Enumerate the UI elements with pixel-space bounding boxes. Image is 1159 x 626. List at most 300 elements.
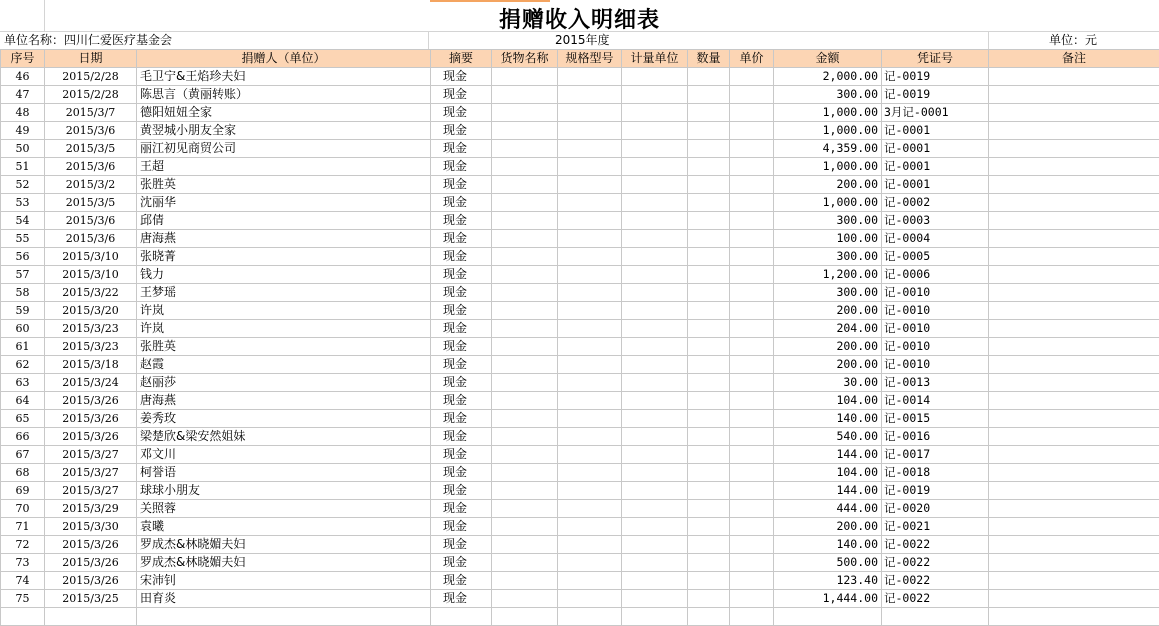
column-header[interactable]: 日期 [45, 50, 137, 68]
date-cell[interactable]: 2015/3/27 [45, 464, 137, 482]
spec-cell[interactable] [558, 104, 622, 122]
amount-cell[interactable]: 300.00 [774, 212, 882, 230]
donor-cell[interactable]: 许岚 [137, 320, 431, 338]
column-header[interactable]: 凭证号 [882, 50, 989, 68]
seq-cell[interactable]: 61 [1, 338, 45, 356]
spec-cell[interactable] [558, 500, 622, 518]
voucher-cell[interactable] [882, 608, 989, 626]
spec-cell[interactable] [558, 194, 622, 212]
measure-unit-cell[interactable] [622, 158, 688, 176]
date-cell[interactable]: 2015/3/5 [45, 194, 137, 212]
remark-cell[interactable] [989, 158, 1159, 176]
unit-price-cell[interactable] [730, 104, 774, 122]
goods-name-cell[interactable] [492, 428, 558, 446]
goods-name-cell[interactable] [492, 464, 558, 482]
seq-cell[interactable]: 48 [1, 104, 45, 122]
measure-unit-cell[interactable] [622, 356, 688, 374]
voucher-cell[interactable]: 记-0016 [882, 428, 989, 446]
donor-cell[interactable]: 张胜英 [137, 176, 431, 194]
unit-price-cell[interactable] [730, 122, 774, 140]
amount-cell[interactable]: 104.00 [774, 464, 882, 482]
measure-unit-cell[interactable] [622, 518, 688, 536]
seq-cell[interactable]: 66 [1, 428, 45, 446]
summary-cell[interactable]: 现金 [431, 266, 492, 284]
spec-cell[interactable] [558, 410, 622, 428]
goods-name-cell[interactable] [492, 158, 558, 176]
summary-cell[interactable]: 现金 [431, 176, 492, 194]
spec-cell[interactable] [558, 248, 622, 266]
goods-name-cell[interactable] [492, 302, 558, 320]
remark-cell[interactable] [989, 176, 1159, 194]
summary-cell[interactable]: 现金 [431, 590, 492, 608]
column-header[interactable]: 摘要 [431, 50, 492, 68]
spec-cell[interactable] [558, 554, 622, 572]
donor-cell[interactable]: 田育炎 [137, 590, 431, 608]
quantity-cell[interactable] [688, 374, 730, 392]
unit-price-cell[interactable] [730, 356, 774, 374]
seq-cell[interactable]: 71 [1, 518, 45, 536]
seq-cell[interactable]: 75 [1, 590, 45, 608]
voucher-cell[interactable]: 记-0004 [882, 230, 989, 248]
goods-name-cell[interactable] [492, 356, 558, 374]
spec-cell[interactable] [558, 608, 622, 626]
amount-cell[interactable]: 2,000.00 [774, 68, 882, 86]
amount-cell[interactable]: 1,200.00 [774, 266, 882, 284]
measure-unit-cell[interactable] [622, 122, 688, 140]
goods-name-cell[interactable] [492, 248, 558, 266]
remark-cell[interactable] [989, 500, 1159, 518]
amount-cell[interactable]: 204.00 [774, 320, 882, 338]
voucher-cell[interactable]: 记-0021 [882, 518, 989, 536]
voucher-cell[interactable]: 记-0018 [882, 464, 989, 482]
seq-cell[interactable]: 67 [1, 446, 45, 464]
remark-cell[interactable] [989, 518, 1159, 536]
quantity-cell[interactable] [688, 356, 730, 374]
voucher-cell[interactable]: 记-0002 [882, 194, 989, 212]
summary-cell[interactable]: 现金 [431, 230, 492, 248]
summary-cell[interactable]: 现金 [431, 338, 492, 356]
spec-cell[interactable] [558, 572, 622, 590]
summary-cell[interactable]: 现金 [431, 194, 492, 212]
summary-cell[interactable]: 现金 [431, 86, 492, 104]
unit-price-cell[interactable] [730, 392, 774, 410]
date-cell[interactable]: 2015/3/29 [45, 500, 137, 518]
measure-unit-cell[interactable] [622, 392, 688, 410]
date-cell[interactable]: 2015/3/26 [45, 392, 137, 410]
unit-price-cell[interactable] [730, 428, 774, 446]
date-cell[interactable]: 2015/2/28 [45, 86, 137, 104]
goods-name-cell[interactable] [492, 104, 558, 122]
sheet-title[interactable]: 捐赠收入明细表 [0, 3, 1159, 34]
date-cell[interactable]: 2015/3/5 [45, 140, 137, 158]
quantity-cell[interactable] [688, 428, 730, 446]
measure-unit-cell[interactable] [622, 86, 688, 104]
amount-cell[interactable]: 140.00 [774, 410, 882, 428]
seq-cell[interactable]: 52 [1, 176, 45, 194]
date-cell[interactable]: 2015/3/27 [45, 482, 137, 500]
donor-cell[interactable]: 唐海燕 [137, 230, 431, 248]
goods-name-cell[interactable] [492, 194, 558, 212]
quantity-cell[interactable] [688, 446, 730, 464]
summary-cell[interactable]: 现金 [431, 158, 492, 176]
summary-cell[interactable]: 现金 [431, 410, 492, 428]
column-header[interactable]: 捐赠人（单位） [137, 50, 431, 68]
measure-unit-cell[interactable] [622, 248, 688, 266]
quantity-cell[interactable] [688, 608, 730, 626]
remark-cell[interactable] [989, 374, 1159, 392]
measure-unit-cell[interactable] [622, 500, 688, 518]
donor-cell[interactable]: 姜秀玫 [137, 410, 431, 428]
donor-cell[interactable]: 赵丽莎 [137, 374, 431, 392]
voucher-cell[interactable]: 记-0019 [882, 86, 989, 104]
spec-cell[interactable] [558, 122, 622, 140]
goods-name-cell[interactable] [492, 500, 558, 518]
spec-cell[interactable] [558, 284, 622, 302]
donor-cell[interactable]: 邓文川 [137, 446, 431, 464]
seq-cell[interactable]: 72 [1, 536, 45, 554]
seq-cell[interactable]: 55 [1, 230, 45, 248]
spec-cell[interactable] [558, 140, 622, 158]
remark-cell[interactable] [989, 212, 1159, 230]
voucher-cell[interactable]: 记-0022 [882, 536, 989, 554]
goods-name-cell[interactable] [492, 230, 558, 248]
donor-cell[interactable]: 关照蓉 [137, 500, 431, 518]
remark-cell[interactable] [989, 104, 1159, 122]
summary-cell[interactable]: 现金 [431, 446, 492, 464]
voucher-cell[interactable]: 记-0001 [882, 176, 989, 194]
seq-cell[interactable]: 73 [1, 554, 45, 572]
remark-cell[interactable] [989, 122, 1159, 140]
seq-cell[interactable]: 51 [1, 158, 45, 176]
amount-cell[interactable]: 100.00 [774, 230, 882, 248]
quantity-cell[interactable] [688, 518, 730, 536]
voucher-cell[interactable]: 记-0022 [882, 590, 989, 608]
voucher-cell[interactable]: 记-0014 [882, 392, 989, 410]
measure-unit-cell[interactable] [622, 230, 688, 248]
measure-unit-cell[interactable] [622, 212, 688, 230]
amount-cell[interactable]: 300.00 [774, 86, 882, 104]
amount-cell[interactable]: 144.00 [774, 446, 882, 464]
remark-cell[interactable] [989, 464, 1159, 482]
unit-price-cell[interactable] [730, 68, 774, 86]
goods-name-cell[interactable] [492, 338, 558, 356]
quantity-cell[interactable] [688, 572, 730, 590]
spec-cell[interactable] [558, 590, 622, 608]
amount-cell[interactable]: 300.00 [774, 248, 882, 266]
voucher-cell[interactable]: 记-0020 [882, 500, 989, 518]
date-cell[interactable]: 2015/3/20 [45, 302, 137, 320]
goods-name-cell[interactable] [492, 320, 558, 338]
remark-cell[interactable] [989, 446, 1159, 464]
unit-label[interactable]: 单位：元 [1049, 32, 1097, 48]
date-cell[interactable]: 2015/3/26 [45, 572, 137, 590]
quantity-cell[interactable] [688, 320, 730, 338]
column-header[interactable]: 金额 [774, 50, 882, 68]
remark-cell[interactable] [989, 302, 1159, 320]
remark-cell[interactable] [989, 428, 1159, 446]
donor-cell[interactable]: 德阳妞妞全家 [137, 104, 431, 122]
amount-cell[interactable]: 1,000.00 [774, 194, 882, 212]
amount-cell[interactable]: 200.00 [774, 176, 882, 194]
goods-name-cell[interactable] [492, 608, 558, 626]
quantity-cell[interactable] [688, 104, 730, 122]
date-cell[interactable]: 2015/3/6 [45, 122, 137, 140]
donor-cell[interactable]: 王梦瑶 [137, 284, 431, 302]
remark-cell[interactable] [989, 356, 1159, 374]
year-label[interactable]: 2015年度 [555, 32, 610, 48]
voucher-cell[interactable]: 3月记-0001 [882, 104, 989, 122]
spec-cell[interactable] [558, 518, 622, 536]
measure-unit-cell[interactable] [622, 284, 688, 302]
measure-unit-cell[interactable] [622, 194, 688, 212]
date-cell[interactable]: 2015/3/10 [45, 266, 137, 284]
voucher-cell[interactable]: 记-0022 [882, 554, 989, 572]
seq-cell[interactable] [1, 608, 45, 626]
date-cell[interactable]: 2015/3/27 [45, 446, 137, 464]
amount-cell[interactable]: 200.00 [774, 518, 882, 536]
amount-cell[interactable]: 540.00 [774, 428, 882, 446]
date-cell[interactable]: 2015/2/28 [45, 68, 137, 86]
seq-cell[interactable]: 63 [1, 374, 45, 392]
summary-cell[interactable]: 现金 [431, 122, 492, 140]
summary-cell[interactable] [431, 608, 492, 626]
goods-name-cell[interactable] [492, 140, 558, 158]
quantity-cell[interactable] [688, 464, 730, 482]
date-cell[interactable]: 2015/3/18 [45, 356, 137, 374]
remark-cell[interactable] [989, 590, 1159, 608]
column-header[interactable]: 单价 [730, 50, 774, 68]
unit-price-cell[interactable] [730, 266, 774, 284]
summary-cell[interactable]: 现金 [431, 320, 492, 338]
quantity-cell[interactable] [688, 284, 730, 302]
summary-cell[interactable]: 现金 [431, 284, 492, 302]
date-cell[interactable]: 2015/3/6 [45, 212, 137, 230]
goods-name-cell[interactable] [492, 212, 558, 230]
donor-cell[interactable]: 张晓菁 [137, 248, 431, 266]
measure-unit-cell[interactable] [622, 338, 688, 356]
seq-cell[interactable]: 47 [1, 86, 45, 104]
donor-cell[interactable]: 陈思言（黄丽转账） [137, 86, 431, 104]
amount-cell[interactable]: 1,000.00 [774, 104, 882, 122]
donor-cell[interactable]: 袁曦 [137, 518, 431, 536]
summary-cell[interactable]: 现金 [431, 572, 492, 590]
voucher-cell[interactable]: 记-0019 [882, 68, 989, 86]
seq-cell[interactable]: 54 [1, 212, 45, 230]
unit-price-cell[interactable] [730, 176, 774, 194]
spec-cell[interactable] [558, 464, 622, 482]
spec-cell[interactable] [558, 158, 622, 176]
spec-cell[interactable] [558, 374, 622, 392]
voucher-cell[interactable]: 记-0010 [882, 302, 989, 320]
quantity-cell[interactable] [688, 536, 730, 554]
measure-unit-cell[interactable] [622, 320, 688, 338]
goods-name-cell[interactable] [492, 482, 558, 500]
amount-cell[interactable]: 1,000.00 [774, 158, 882, 176]
voucher-cell[interactable]: 记-0003 [882, 212, 989, 230]
measure-unit-cell[interactable] [622, 428, 688, 446]
measure-unit-cell[interactable] [622, 590, 688, 608]
remark-cell[interactable] [989, 86, 1159, 104]
goods-name-cell[interactable] [492, 446, 558, 464]
spec-cell[interactable] [558, 428, 622, 446]
date-cell[interactable]: 2015/3/6 [45, 158, 137, 176]
remark-cell[interactable] [989, 68, 1159, 86]
date-cell[interactable]: 2015/3/2 [45, 176, 137, 194]
donor-cell[interactable]: 张胜英 [137, 338, 431, 356]
date-cell[interactable]: 2015/3/23 [45, 338, 137, 356]
voucher-cell[interactable]: 记-0017 [882, 446, 989, 464]
goods-name-cell[interactable] [492, 536, 558, 554]
unit-price-cell[interactable] [730, 482, 774, 500]
date-cell[interactable] [45, 608, 137, 626]
summary-cell[interactable]: 现金 [431, 104, 492, 122]
voucher-cell[interactable]: 记-0001 [882, 158, 989, 176]
column-header[interactable]: 数量 [688, 50, 730, 68]
unit-price-cell[interactable] [730, 590, 774, 608]
date-cell[interactable]: 2015/3/26 [45, 410, 137, 428]
voucher-cell[interactable]: 记-0001 [882, 140, 989, 158]
seq-cell[interactable]: 74 [1, 572, 45, 590]
unit-price-cell[interactable] [730, 212, 774, 230]
date-cell[interactable]: 2015/3/26 [45, 536, 137, 554]
measure-unit-cell[interactable] [622, 68, 688, 86]
column-header[interactable]: 计量单位 [622, 50, 688, 68]
donor-cell[interactable]: 钱力 [137, 266, 431, 284]
unit-price-cell[interactable] [730, 446, 774, 464]
goods-name-cell[interactable] [492, 176, 558, 194]
unit-price-cell[interactable] [730, 338, 774, 356]
voucher-cell[interactable]: 记-0019 [882, 482, 989, 500]
unit-price-cell[interactable] [730, 230, 774, 248]
unit-price-cell[interactable] [730, 536, 774, 554]
donor-cell[interactable]: 丽江初见商贸公司 [137, 140, 431, 158]
voucher-cell[interactable]: 记-0010 [882, 284, 989, 302]
unit-price-cell[interactable] [730, 554, 774, 572]
amount-cell[interactable]: 104.00 [774, 392, 882, 410]
unit-price-cell[interactable] [730, 572, 774, 590]
quantity-cell[interactable] [688, 302, 730, 320]
amount-cell[interactable]: 200.00 [774, 338, 882, 356]
voucher-cell[interactable]: 记-0001 [882, 122, 989, 140]
quantity-cell[interactable] [688, 158, 730, 176]
measure-unit-cell[interactable] [622, 446, 688, 464]
spec-cell[interactable] [558, 536, 622, 554]
remark-cell[interactable] [989, 230, 1159, 248]
remark-cell[interactable] [989, 392, 1159, 410]
unit-price-cell[interactable] [730, 194, 774, 212]
unit-price-cell[interactable] [730, 410, 774, 428]
summary-cell[interactable]: 现金 [431, 482, 492, 500]
remark-cell[interactable] [989, 608, 1159, 626]
amount-cell[interactable]: 200.00 [774, 356, 882, 374]
donor-cell[interactable]: 王超 [137, 158, 431, 176]
amount-cell[interactable]: 200.00 [774, 302, 882, 320]
goods-name-cell[interactable] [492, 68, 558, 86]
summary-cell[interactable]: 现金 [431, 500, 492, 518]
goods-name-cell[interactable] [492, 374, 558, 392]
seq-cell[interactable]: 57 [1, 266, 45, 284]
remark-cell[interactable] [989, 554, 1159, 572]
seq-cell[interactable]: 60 [1, 320, 45, 338]
summary-cell[interactable]: 现金 [431, 464, 492, 482]
seq-cell[interactable]: 46 [1, 68, 45, 86]
remark-cell[interactable] [989, 536, 1159, 554]
quantity-cell[interactable] [688, 554, 730, 572]
voucher-cell[interactable]: 记-0006 [882, 266, 989, 284]
remark-cell[interactable] [989, 248, 1159, 266]
quantity-cell[interactable] [688, 122, 730, 140]
voucher-cell[interactable]: 记-0013 [882, 374, 989, 392]
measure-unit-cell[interactable] [622, 554, 688, 572]
measure-unit-cell[interactable] [622, 140, 688, 158]
unit-price-cell[interactable] [730, 284, 774, 302]
spec-cell[interactable] [558, 302, 622, 320]
voucher-cell[interactable]: 记-0010 [882, 356, 989, 374]
spec-cell[interactable] [558, 392, 622, 410]
amount-cell[interactable]: 1,444.00 [774, 590, 882, 608]
donor-cell[interactable]: 邱倩 [137, 212, 431, 230]
remark-cell[interactable] [989, 338, 1159, 356]
spec-cell[interactable] [558, 356, 622, 374]
seq-cell[interactable]: 50 [1, 140, 45, 158]
seq-cell[interactable]: 68 [1, 464, 45, 482]
measure-unit-cell[interactable] [622, 104, 688, 122]
quantity-cell[interactable] [688, 68, 730, 86]
remark-cell[interactable] [989, 320, 1159, 338]
remark-cell[interactable] [989, 284, 1159, 302]
measure-unit-cell[interactable] [622, 572, 688, 590]
voucher-cell[interactable]: 记-0010 [882, 338, 989, 356]
measure-unit-cell[interactable] [622, 302, 688, 320]
donor-cell[interactable]: 许岚 [137, 302, 431, 320]
voucher-cell[interactable]: 记-0010 [882, 320, 989, 338]
measure-unit-cell[interactable] [622, 608, 688, 626]
quantity-cell[interactable] [688, 212, 730, 230]
remark-cell[interactable] [989, 572, 1159, 590]
unit-price-cell[interactable] [730, 608, 774, 626]
date-cell[interactable]: 2015/3/26 [45, 428, 137, 446]
amount-cell[interactable]: 123.40 [774, 572, 882, 590]
seq-cell[interactable]: 59 [1, 302, 45, 320]
donor-cell[interactable]: 赵霞 [137, 356, 431, 374]
measure-unit-cell[interactable] [622, 176, 688, 194]
spec-cell[interactable] [558, 230, 622, 248]
date-cell[interactable]: 2015/3/10 [45, 248, 137, 266]
unit-price-cell[interactable] [730, 320, 774, 338]
donor-cell[interactable]: 毛卫宁&王焰珍夫妇 [137, 68, 431, 86]
measure-unit-cell[interactable] [622, 374, 688, 392]
amount-cell[interactable]: 144.00 [774, 482, 882, 500]
spec-cell[interactable] [558, 482, 622, 500]
remark-cell[interactable] [989, 194, 1159, 212]
unit-price-cell[interactable] [730, 86, 774, 104]
quantity-cell[interactable] [688, 86, 730, 104]
unit-price-cell[interactable] [730, 500, 774, 518]
summary-cell[interactable]: 现金 [431, 356, 492, 374]
voucher-cell[interactable]: 记-0005 [882, 248, 989, 266]
voucher-cell[interactable]: 记-0015 [882, 410, 989, 428]
measure-unit-cell[interactable] [622, 482, 688, 500]
date-cell[interactable]: 2015/3/23 [45, 320, 137, 338]
spec-cell[interactable] [558, 68, 622, 86]
date-cell[interactable]: 2015/3/24 [45, 374, 137, 392]
seq-cell[interactable]: 69 [1, 482, 45, 500]
org-name-label[interactable]: 单位名称：四川仁爱医疗基金会 [4, 32, 172, 48]
date-cell[interactable]: 2015/3/26 [45, 554, 137, 572]
summary-cell[interactable]: 现金 [431, 428, 492, 446]
donor-cell[interactable]: 唐海燕 [137, 392, 431, 410]
unit-price-cell[interactable] [730, 248, 774, 266]
